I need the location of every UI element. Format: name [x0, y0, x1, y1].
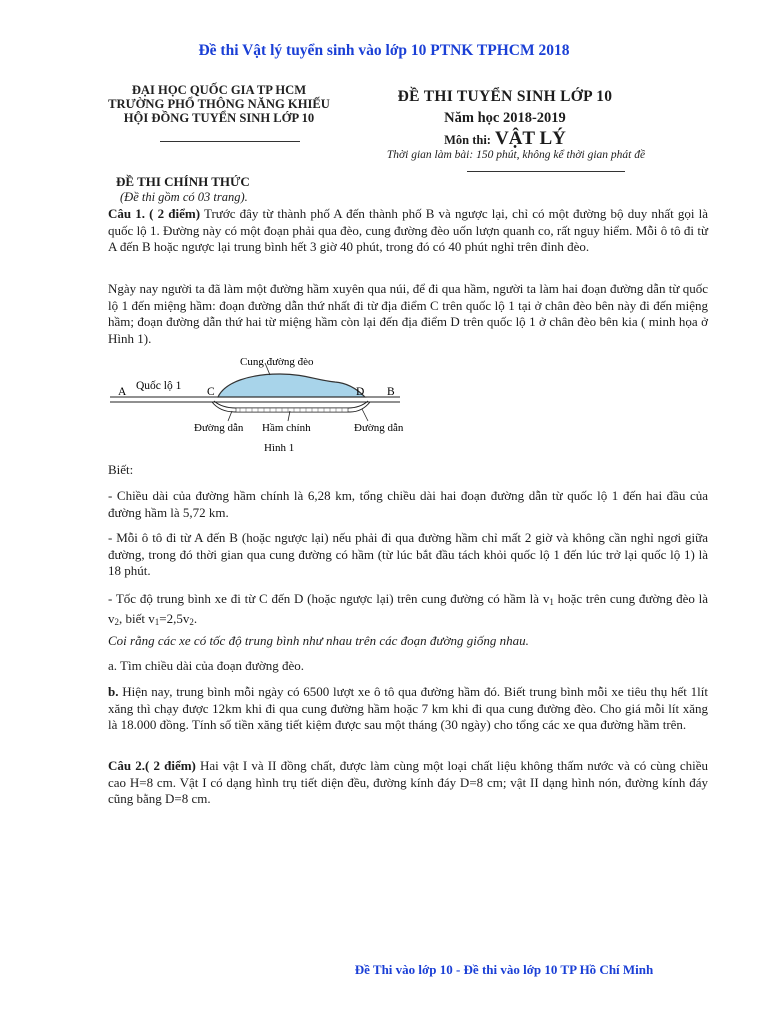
issuer-line-1: ĐẠI HỌC QUỐC GIA TP HCM — [131, 83, 307, 97]
official-note: (Đề thi gồm có 03 trang). — [120, 190, 248, 204]
page-title: Đề thi Vật lý tuyển sinh vào lớp 10 PTNK TPHCM 2018 — [198, 42, 570, 59]
issuer-underline — [160, 141, 300, 142]
footer-link[interactable]: Đề Thi vào lớp 10 - Đề thi vào lớp 10 TP Hồ Chí Minh — [354, 962, 654, 977]
exam-time-note: Thời gian làm bài: 150 phút, không kể thời gian phát đề — [386, 149, 646, 161]
q1-label: Câu 1. ( 2 điểm) — [108, 206, 201, 221]
q2-text: Hai vật I và II đồng chất, được làm cùng một loại chất liệu không thấm nước và có cùng chiều cao H=8 cm. Vật I có dạng hình trụ tiết diện đều, đường kính đáy D=8 cm; vật II dạng hình nón, đường kính đáy cũng bằng D=8 cm. — [108, 758, 708, 806]
issuer-line-2: TRƯỜNG PHỔ THÔNG NĂNG KHIẾU — [108, 97, 330, 111]
subscript-1b: 1 — [154, 616, 160, 627]
assumption-note-text: Coi rằng các xe có tốc độ trung bình như nhau trên các đoạn đường giống nhau. — [108, 633, 529, 648]
q1-paragraph-2: Ngày nay người ta đã làm một đường hầm xuyên qua núi, để đi qua hầm, người ta làm hai đoạn đường dẫn từ quốc lộ 1 đến miệng hầm: đoạn đường dẫn thứ nhất đi từ địa điểm C trên quốc lộ 1 tại ở chân đèo bên này đi đến miệng hầm; đoạn đường dẫn thứ hai từ miệng hầm còn lại đến địa điểm D trên quốc lộ 1 ở chân đèo bên kia ( minh họa ở Hình 1). — [108, 281, 708, 346]
given-item-3-part-2: hoặc trên cung đường đèo là v — [108, 591, 709, 626]
subject-value: VẬT LÝ — [494, 128, 566, 149]
subscript-2b: 2 — [189, 616, 194, 627]
question-b-label: b. — [108, 684, 119, 699]
subscript-2a: 2 — [114, 616, 119, 627]
question-b — [108, 684, 708, 734]
issuer-header — [88, 83, 350, 125]
given-item-2: - Mỗi ô tô đi từ A đến B (hoặc ngược lại) nếu phải đi qua đường hầm chỉ mất 2 giờ và không cần nghỉ ngơi giữa đường, trong đó thời gian qua cung đường có hầm (từ lúc bắt đầu tách khỏi quốc lộ 1 đến lúc trở lại quốc lộ 1) là 18 phút. — [108, 530, 708, 578]
question-a: a. Tìm chiều dài của đoạn đường đèo. — [108, 658, 304, 673]
subscript-1a: 1 — [549, 597, 554, 607]
figure-label-b: B — [387, 386, 395, 398]
q2-label: Câu 2.( 2 điểm) — [108, 758, 196, 773]
q1-paragraph-1 — [108, 206, 708, 256]
q1-text-1: Trước đây từ thành phố A đến thành phố B và ngược lại, chỉ có một đường bộ duy nhất gọi là quốc lộ 1. Đường này có một đoạn phải qua đèo, cung đường đèo uốn lượn quanh co, rất nguy hiểm. Mỗi ô tô đi từ A đến B hoặc ngược lại trung bình hết 3 giờ 40 phút, trong đó có 40 phút nghỉ trên đỉnh đèo. — [108, 206, 709, 254]
exam-underline — [467, 171, 625, 172]
subject-label: Môn thi: — [444, 133, 491, 147]
assumption-note — [108, 633, 708, 650]
figure-label-lead-right: Đường dẫn — [354, 422, 404, 434]
given-item-3-part-4: =2,5v — [159, 610, 190, 626]
exam-title: ĐỀ THI TUYỂN SINH LỚP 10 — [397, 88, 613, 105]
figure-label-d: D — [356, 386, 365, 398]
figure-caption: Hình 1 — [264, 442, 295, 454]
exam-year: Năm học 2018-2019 — [444, 110, 566, 126]
given-heading: Biết: — [108, 462, 134, 477]
official-title: ĐỀ THI CHÍNH THỨC — [116, 174, 250, 189]
given-item-3 — [108, 591, 708, 630]
given-item-3-part-3: , biết v — [119, 610, 155, 626]
figure-label-road: Quốc lộ 1 — [136, 380, 182, 392]
given-item-3-part-5: . — [193, 610, 198, 626]
figure-label-tunnel: Hầm chính — [262, 422, 311, 434]
figure-label-pass: Cung đường đèo — [240, 356, 314, 368]
q2-paragraph — [108, 758, 708, 808]
question-b-text: Hiện nay, trung bình mỗi ngày có 6500 lượt xe ô tô qua đường hầm đó. Biết trung bình mỗi xe tiêu thụ hết 1lít xăng thì chạy được 12km khi đi qua cung đường hầm hoặc 7 km khi đi qua cung đường đèo. Cho giá mỗi lít xăng là 18.000 đồng. Tính số tiền xăng tiết kiệm được sau một tháng (30 ngày) cho tổng các xe qua đường hầm trên. — [108, 684, 708, 732]
exam-subject — [380, 128, 630, 150]
figure-1-tunnel-diagram — [100, 352, 430, 460]
given-item-3-part-1: - Tốc độ trung bình xe đi từ C đến D (hoặc ngược lại) trên cung đường có hầm là v — [108, 591, 550, 606]
issuer-line-3: HỘI ĐỒNG TUYỂN SINH LỚP 10 — [123, 111, 315, 125]
figure-label-c: C — [207, 386, 215, 398]
given-item-1: - Chiều dài của đường hầm chính là 6,28 km, tổng chiều dài hai đoạn đường dẫn từ quốc lộ 1 đến hai đầu của đường hầm là 5,72 km. — [108, 488, 708, 520]
figure-label-lead-left: Đường dẫn — [194, 422, 244, 434]
figure-label-a: A — [118, 386, 127, 398]
